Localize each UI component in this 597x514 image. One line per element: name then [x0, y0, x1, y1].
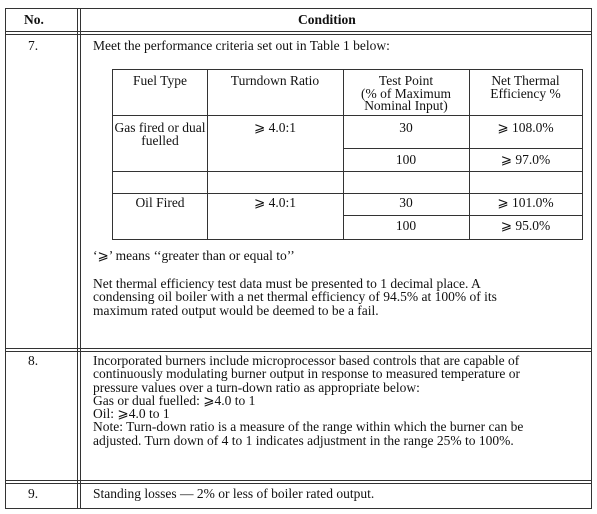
cell-turndown-ratio: ⩾ 4.0:1	[253, 195, 297, 210]
th-net-thermal-efficiency: Net Thermal Efficiency %	[490, 73, 561, 101]
conditions-table	[5, 8, 592, 509]
row-number: 8.	[28, 353, 39, 368]
th-turndown-ratio: Turndown Ratio	[230, 73, 320, 88]
performance-criteria-table	[112, 69, 583, 240]
row-divider	[6, 348, 591, 352]
cell-fuel-type: Oil Fired	[135, 195, 185, 210]
th-test-point: Test Point (% of Maximum Nominal Input)	[361, 73, 451, 113]
symbol-note: ‘⩾’ means ‘‘greater than or equal to’’	[93, 248, 295, 263]
cell-test-point: 100	[395, 218, 417, 233]
row-number: 9.	[28, 486, 39, 501]
cell-test-point: 30	[399, 120, 413, 135]
column-divider	[77, 9, 81, 508]
th-fuel-type: Fuel Type	[133, 73, 187, 88]
cell-efficiency: ⩾ 108.0%	[497, 120, 554, 135]
row-9-text: Standing losses — 2% or less of boiler rated output.	[93, 486, 375, 501]
row-7-paragraph: Net thermal efficiency test data must be presented to 1 decimal place. A condensing oil boiler with a net thermal efficiency of 94.5% at 100% of its maximum rated output would be deemed to be a fail.	[93, 276, 497, 318]
cell-turndown-ratio: ⩾ 4.0:1	[253, 120, 297, 135]
column-header-condition: Condition	[298, 12, 356, 27]
column-header-no: No.	[24, 12, 44, 27]
cell-efficiency: ⩾ 95.0%	[500, 218, 551, 233]
row-number: 7.	[28, 38, 39, 53]
cell-efficiency: ⩾ 97.0%	[500, 152, 551, 167]
header-divider	[6, 31, 591, 35]
row-divider	[6, 480, 591, 484]
row-8-text: Incorporated burners include microprocessor based controls that are capable of continuously modulating burner output in response to measured temperature or pressure values over a turn-down ratio as appropriate below: Gas or dual fuelled: ⩾4.0 to 1 Oil: ⩾4.0 to 1 Note: Turn-down ratio is a measure of the range within which the burner can be adjusted. Turn down of 4 to 1 indicates adjustment in the range 25% to 100%.	[93, 353, 524, 448]
cell-efficiency: ⩾ 101.0%	[497, 195, 554, 210]
cell-test-point: 30	[399, 195, 413, 210]
row-7-intro: Meet the performance criteria set out in Table 1 below:	[93, 38, 390, 53]
cell-fuel-type: Gas fired or dual fuelled	[114, 120, 206, 148]
cell-test-point: 100	[395, 152, 417, 167]
